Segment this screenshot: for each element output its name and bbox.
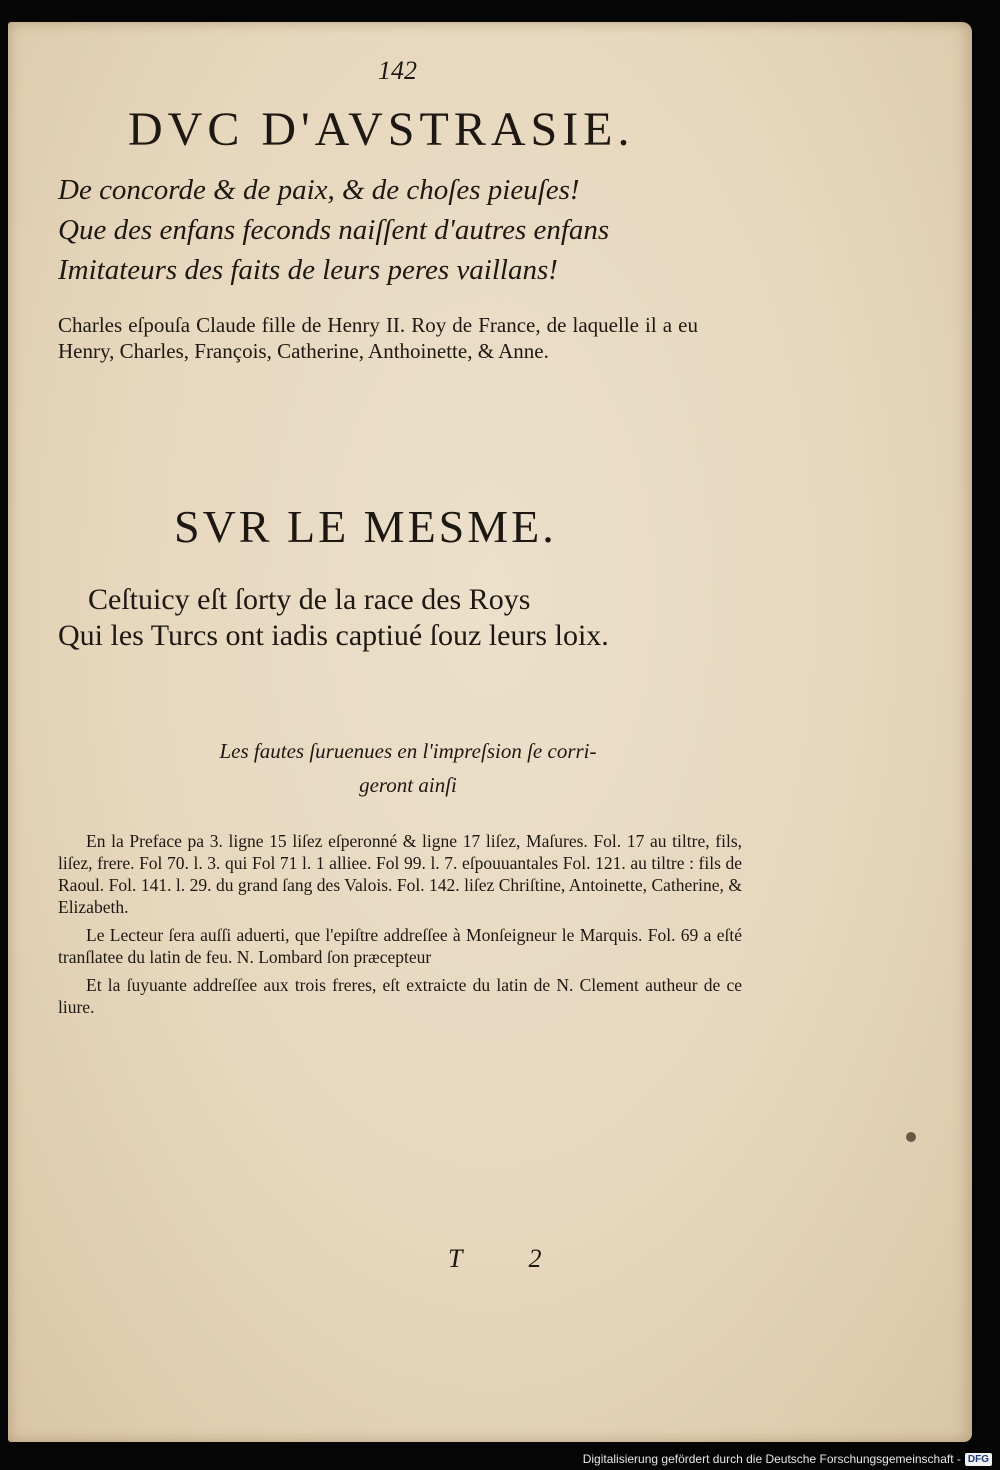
verse-line: De concorde & de paix, & de choſes pieuſes!: [58, 174, 580, 206]
section-title: SVR LE MESME.: [174, 501, 557, 552]
dfg-logo-icon[interactable]: DFG: [965, 1453, 992, 1466]
marriage-paragraph: Charles eſpouſa Claude fille de Henry II. Roy de France, de laquelle il a eu Henry, Charles, François, Catherine, Anthoinette, & Anne.: [58, 313, 698, 363]
verse-block: [58, 170, 609, 290]
verse-line: Que des enfans feconds naiſſent d'autres enfans: [58, 214, 610, 246]
digitization-footer: [583, 1452, 992, 1466]
section-verse: [58, 582, 609, 654]
folio-number: 142: [378, 56, 417, 85]
section-verse-line: Qui les Turcs ont iadis captiué ſouz leurs loix.: [58, 619, 609, 652]
ink-spot: [906, 1132, 916, 1142]
verse-line: Imitateurs des faits de leurs peres vaillans!: [58, 254, 558, 286]
errata-paragraph: Le Lecteur ſera auſſi aduerti, que l'epiſtre addreſſee à Monſeigneur le Marquis. Fol. 69 a eſté tranſlatee du latin de feu. N. Lombard ſon præcepteur: [58, 925, 742, 967]
section-verse-line: Ceſtuicy eſt ſorty de la race des Roys: [88, 583, 531, 616]
running-title: DVC D'AVSTRASIE.: [128, 103, 635, 156]
errata-heading: [148, 734, 668, 802]
footer-text: Digitalisierung gefördert durch die Deutsche Forschungsgemeinschaft -: [582, 1452, 961, 1466]
errata-list: [58, 830, 742, 1024]
errata-paragraph: Et la ſuyuante addreſſee aux trois freres, eſt extraicte du latin de N. Clement autheur de ce liure.: [58, 975, 742, 1017]
errata-heading-line: Les fautes ſuruenues en l'impreſsion ſe corri-: [219, 739, 597, 763]
errata-paragraph: En la Preface pa 3. ligne 15 liſez eſperonné & ligne 17 liſez, Maſures. Fol. 17 au tiltre, fils, liſez, frere. Fol 70. l. 3. qui Fol 71 l. 1 alliee. Fol 99. l. 7. eſpouuantales Fol. 121. au tiltre : fils de Raoul. Fol. 141. l. 29. du grand ſang des Valois. Fol. 142. liſez Chriſtine, Antoinette, Catherine, & Elizabeth.: [58, 831, 742, 917]
errata-heading-line: geront ainſi: [359, 773, 457, 797]
signature-mark: T 2: [448, 1244, 572, 1273]
book-page: [8, 22, 972, 1442]
